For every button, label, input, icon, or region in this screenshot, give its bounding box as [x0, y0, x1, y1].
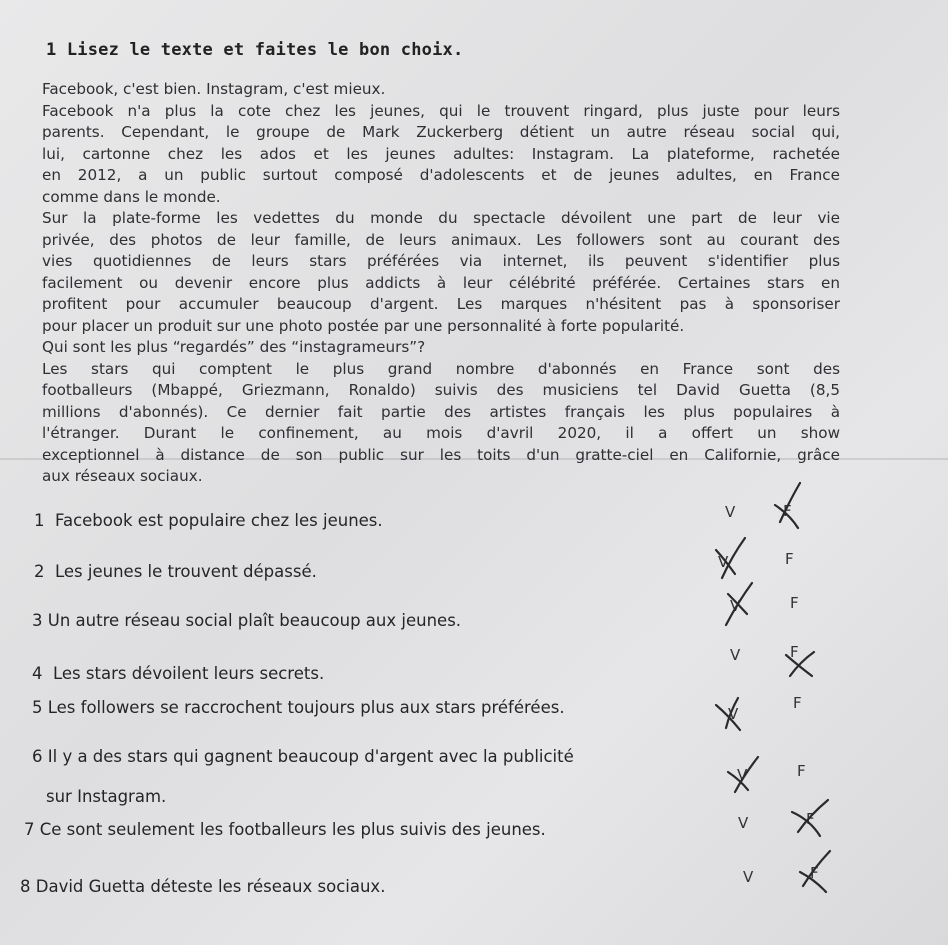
statement-6: 6 Il y a des stars qui gagnent beaucoup d'argent avec la publicité: [32, 747, 574, 766]
text-line: exceptionnel à distance de son public sur les toits d'un gratte-ciel en Californie, grâce: [42, 445, 840, 464]
choice-v-3[interactable]: V: [730, 597, 741, 615]
statement-3: 3 Un autre réseau social plaît beaucoup aux jeunes.: [32, 611, 462, 630]
choice-v-5[interactable]: V: [728, 705, 739, 723]
choice-f-8[interactable]: F: [810, 864, 819, 882]
text-line: Les stars qui comptent le plus grand nombre d'abonnés en France sont des: [42, 359, 840, 378]
statement-6-continued: sur Instagram.: [46, 787, 167, 806]
statement-8: 8 David Guetta déteste les réseaux sociaux.: [20, 877, 386, 896]
cross-mark-4: [786, 652, 814, 676]
choice-v-7[interactable]: V: [738, 814, 749, 832]
text-line: privée, des photos de leur famille, de leurs animaux. Les followers sont au courant des: [42, 230, 840, 249]
text-line: profitent pour accumuler beaucoup d'argent. Les marques n'hésitent pas à sponsoriser: [42, 295, 840, 313]
choice-f-4[interactable]: F: [790, 643, 799, 661]
cross-mark-5: [716, 698, 740, 730]
cross-mark-8: [800, 851, 830, 892]
choice-f-6[interactable]: F: [797, 762, 806, 780]
statement-5: 5 Les followers se raccrochent toujours plus aux stars préférées.: [32, 698, 565, 717]
text-line: en 2012, a un public surtout composé d'adolescents et de jeunes adultes, en France: [42, 166, 840, 184]
cross-mark-6: [728, 757, 758, 792]
text-line: Facebook n'a plus la cote chez les jeunes, qui le trouvent ringard, plus juste pour leurs: [42, 101, 840, 120]
statement-4: 4 Les stars dévoilent leurs secrets.: [32, 664, 325, 683]
exercise-title: 1 Lisez le texte et faites le bon choix.: [46, 40, 464, 60]
choice-v-1[interactable]: V: [725, 503, 736, 521]
text-line: Sur la plate-forme les vedettes du monde du spectacle dévoilent une part de leur vie: [42, 209, 840, 227]
choice-f-3[interactable]: F: [790, 594, 799, 612]
choice-f-7[interactable]: F: [806, 810, 815, 828]
statement-7: 7 Ce sont seulement les footballeurs les plus suivis des jeunes.: [24, 820, 546, 839]
choice-f-1[interactable]: F: [783, 502, 792, 520]
text-line: aux réseaux sociaux.: [42, 467, 203, 485]
text-line: parents. Cependant, le groupe de Mark Zuckerberg détient un autre réseau social qui,: [42, 123, 840, 141]
choice-v-6[interactable]: V: [737, 766, 748, 784]
cross-mark-2: [716, 538, 745, 578]
text-line: footballeurs (Mbappé, Griezmann, Ronaldo) suivis des musiciens tel David Guetta (8,5: [42, 381, 840, 399]
choice-f-5[interactable]: F: [793, 694, 802, 712]
text-line: millions d'abonnés). Ce dernier fait partie des artistes français les plus populaires à: [42, 402, 840, 421]
text-line: comme dans le monde.: [42, 187, 221, 206]
text-line: l'étranger. Durant le confinement, au mois d'avril 2020, il a offert un show: [42, 424, 840, 442]
statement-2: 2 Les jeunes le trouvent dépassé.: [34, 562, 317, 581]
text-line: pour placer un produit sur une photo postée par une personnalité à forte popularité.: [42, 316, 685, 335]
text-line: vies quotidiennes de leurs stars préférées via internet, ils peuvent s'identifier plus: [42, 252, 840, 270]
cross-mark-1: [775, 483, 800, 528]
cross-mark-7: [792, 800, 828, 836]
statement-1: 1 Facebook est populaire chez les jeunes.: [34, 511, 383, 530]
choice-v-8[interactable]: V: [743, 868, 754, 886]
choice-v-2[interactable]: V: [718, 553, 729, 571]
cross-mark-3: [726, 583, 752, 625]
choice-f-2[interactable]: F: [785, 550, 794, 568]
text-line: Facebook, c'est bien. Instagram, c'est mieux.: [42, 80, 386, 98]
text-line: lui, cartonne chez les ados et les jeunes adultes: Instagram. La plateforme, rachetée: [42, 144, 840, 163]
choice-v-4[interactable]: V: [730, 646, 741, 664]
text-line: Qui sont les plus “regardés” des “instagrameurs”?: [42, 338, 426, 356]
text-line: facilement ou devenir encore plus addicts à leur célébrité préférée. Certaines stars en: [42, 273, 840, 292]
